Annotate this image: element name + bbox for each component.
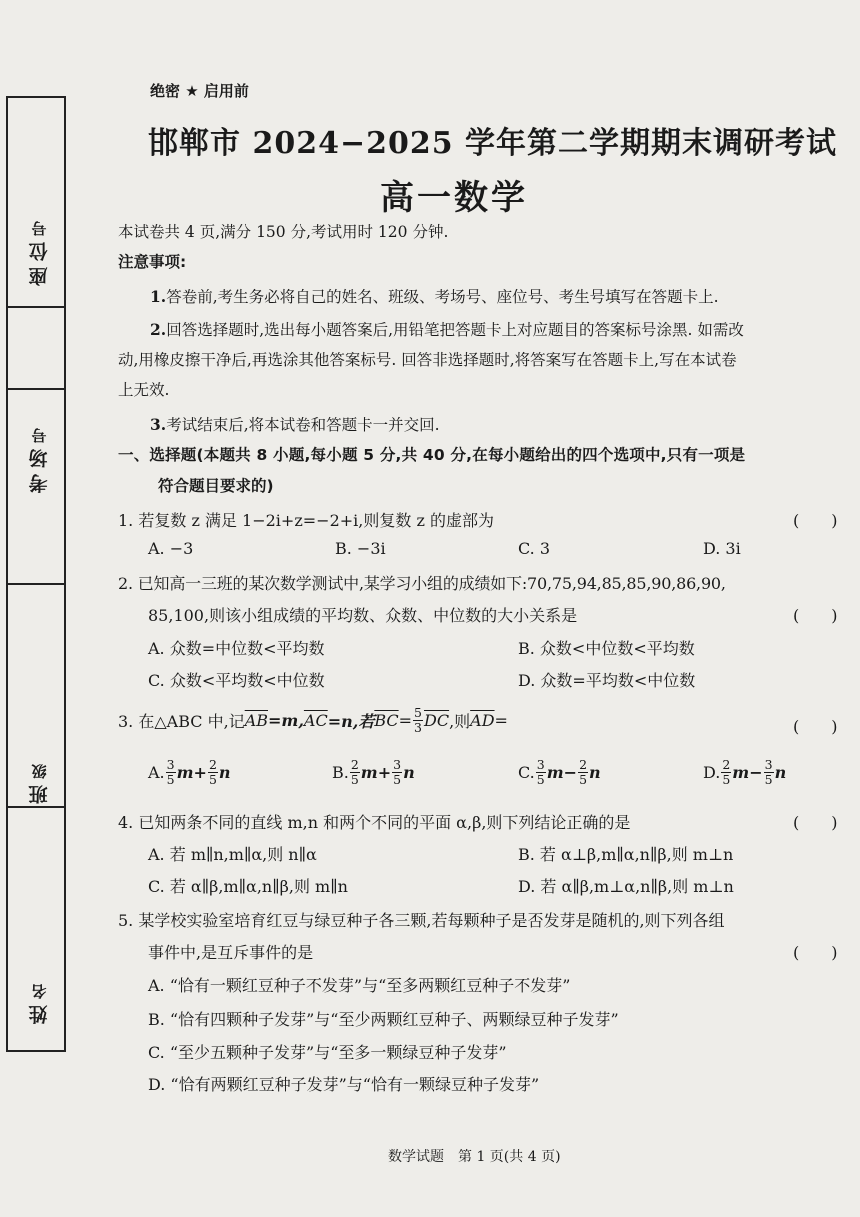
- note-2-cont: 动,用橡皮擦干净后,再选涂其他答案标号. 回答非选择题时,将答案写在答题卡上,写在本试卷: [118, 351, 737, 369]
- q3-option-b: B. $\frac{2}{5}$ m+ $\frac{3}{5}$ n: [332, 757, 415, 787]
- q3-option-d: D. $\frac{2}{5}$ m− $\frac{3}{5}$ n: [703, 757, 787, 787]
- q2-option-c: C. 众数<平均数<中位数: [148, 671, 325, 690]
- vector-ac: $\overline{AC}$: [303, 711, 328, 730]
- fraction: $\frac{5}{3}$: [414, 705, 422, 735]
- section-heading-cont: 符合题目要求的): [158, 477, 274, 495]
- q4-option-a: A. 若 m∥n,m∥α,则 n∥α: [148, 845, 317, 864]
- question-3-stem: 3. 在△ABC 中,记 $\overline{AB}$ =m, $\overline{AC}$ =n,若 $\overline{BC}$ = $\frac{5}{3}$ $\overline{DC}$ ,则 $\overline{AD}$ =: [118, 705, 508, 735]
- q5-option-d: D. “恰有两颗红豆种子发芽”与“恰有一颗绿豆种子发芽”: [148, 1075, 540, 1094]
- vector-dc: $\overline{DC}$: [423, 711, 450, 730]
- name-label: 姓 名: [28, 982, 51, 1024]
- notes-heading: 注意事项:: [118, 253, 187, 271]
- question-1-stem: 1. 若复数 z 满足 1−2i+z=−2+i,则复数 z 的虚部为: [118, 511, 494, 530]
- answer-paren: ( ): [793, 813, 838, 832]
- class-label: 班 级: [28, 762, 51, 804]
- exam-title: 邯郸市 2024−2025 学年第二学期期末调研考试: [148, 126, 838, 161]
- question-4-stem: 4. 已知两条不同的直线 m,n 和两个不同的平面 α,β,则下列结论正确的是: [118, 813, 631, 832]
- page-footer: 数学试题 第 1 页(共 4 页): [388, 1149, 561, 1165]
- q5-option-b: B. “恰有四颗种子发芽”与“至少两颗红豆种子、两颗绿豆种子发芽”: [148, 1010, 619, 1029]
- answer-paren: ( ): [793, 606, 838, 625]
- q1-option-b: B. −3i: [335, 539, 386, 558]
- q1-option-d: D. 3i: [703, 539, 741, 558]
- note-3: 3.考试结束后,将本试卷和答题卡一并交回.: [150, 415, 440, 434]
- strip-divider: [8, 806, 64, 808]
- q2-option-a: A. 众数=中位数<平均数: [148, 639, 325, 658]
- strip-divider: [8, 388, 64, 390]
- question-2-stem-cont: 85,100,则该小组成绩的平均数、众数、中位数的大小关系是: [148, 606, 578, 625]
- vector-ab: $\overline{AB}$: [244, 711, 268, 730]
- answer-paren: ( ): [793, 511, 838, 530]
- subject-title: 高一数学: [380, 178, 528, 218]
- question-5-stem: 5. 某学校实验室培育红豆与绿豆种子各三颗,若每颗种子是否发芽是随机的,则下列各组: [118, 911, 725, 930]
- strip-divider: [8, 306, 64, 308]
- q5-option-a: A. “恰有一颗红豆种子不发芽”与“至多两颗红豆种子不发芽”: [148, 976, 571, 995]
- question-2-stem: 2. 已知高一三班的某次数学测试中,某学习小组的成绩如下:70,75,94,85,85,90,86,90,: [118, 574, 726, 593]
- note-2: 2.回答选择题时,选出每小题答案后,用铅笔把答题卡上对应题目的答案标号涂黑. 如需改: [150, 320, 744, 339]
- question-5-stem-cont: 事件中,是互斥事件的是: [148, 943, 314, 962]
- vector-bc: $\overline{BC}$: [374, 711, 399, 730]
- binding-strip: [6, 96, 66, 1052]
- answer-paren: ( ): [793, 943, 838, 962]
- q2-option-b: B. 众数<中位数<平均数: [518, 639, 695, 658]
- answer-paren: ( ): [793, 717, 838, 736]
- secret-label: 绝密 ★ 启用前: [150, 82, 249, 100]
- seat-number-label: 座位 号: [28, 219, 51, 287]
- q4-option-c: C. 若 α∥β,m∥α,n∥β,则 m∥n: [148, 877, 348, 896]
- q5-option-c: C. “至少五颗种子发芽”与“至多一颗绿豆种子发芽”: [148, 1043, 507, 1062]
- strip-divider: [8, 583, 64, 585]
- q3-option-a: A. $\frac{3}{5}$ m+ $\frac{2}{5}$ n: [148, 757, 231, 787]
- note-1: 1.答卷前,考生务必将自己的姓名、班级、考场号、座位号、考生号填写在答题卡上.: [150, 287, 719, 306]
- q4-option-b: B. 若 α⊥β,m∥α,n∥β,则 m⊥n: [518, 845, 734, 864]
- q1-option-c: C. 3: [518, 539, 551, 558]
- q1-option-a: A. −3: [148, 539, 194, 558]
- vector-ad: $\overline{AD}$: [470, 711, 495, 730]
- exam-info: 本试卷共 4 页,满分 150 分,考试用时 120 分钟.: [118, 223, 449, 241]
- q4-option-d: D. 若 α∥β,m⊥α,n∥β,则 m⊥n: [518, 877, 734, 896]
- section-heading: 一、选择题(本题共 8 小题,每小题 5 分,共 40 分,在每小题给出的四个选项中,只有一项是: [118, 446, 746, 464]
- exam-room-label: 考场 号: [28, 426, 51, 494]
- q3-option-c: C. $\frac{3}{5}$ m− $\frac{2}{5}$ n: [518, 757, 601, 787]
- q2-option-d: D. 众数=平均数<中位数: [518, 671, 696, 690]
- note-2-end: 上无效.: [118, 381, 170, 399]
